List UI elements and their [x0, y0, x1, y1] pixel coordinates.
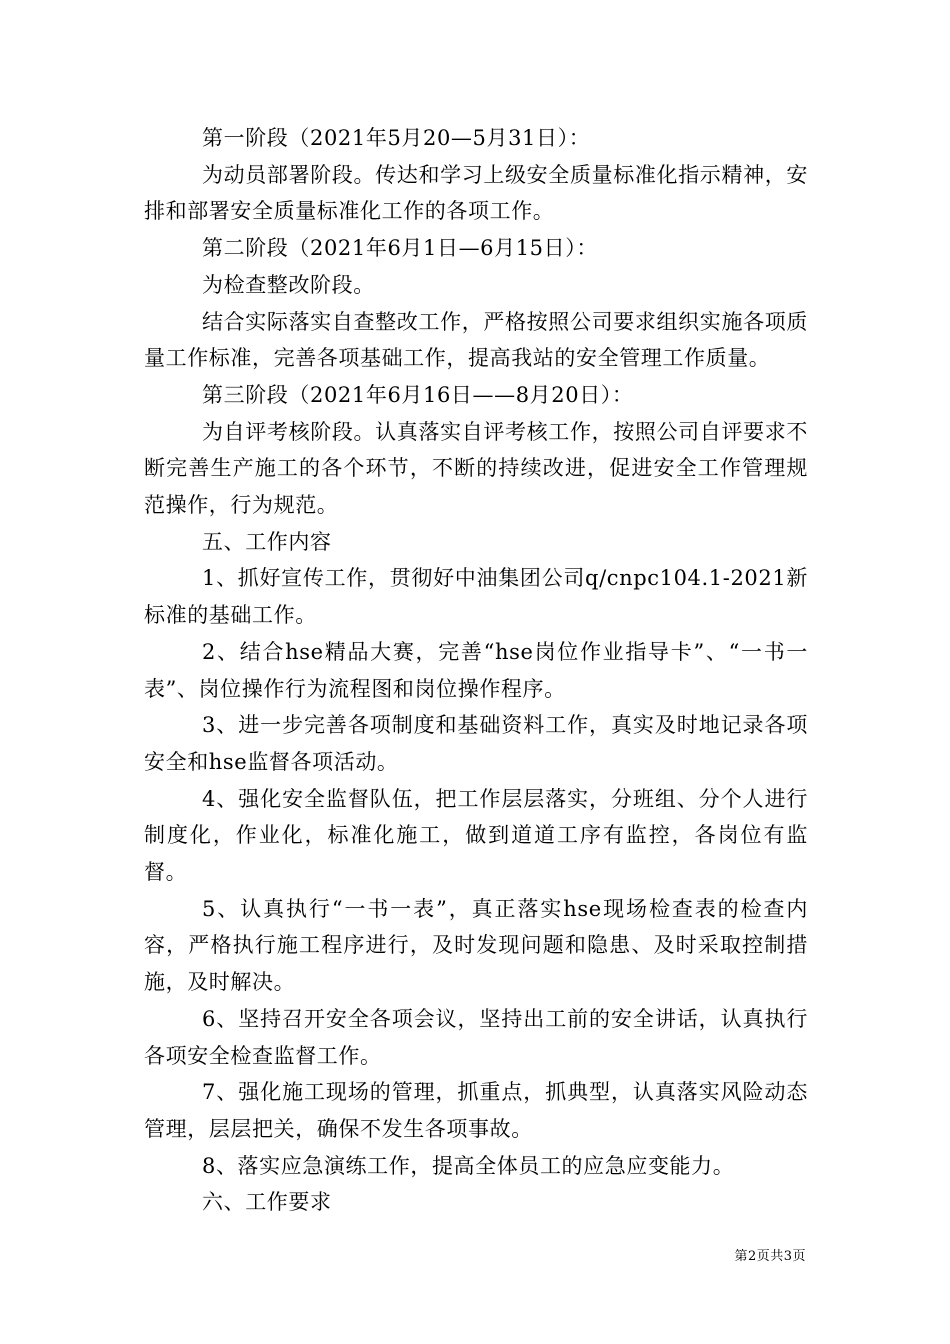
- phase-two-description: 为检查整改阶段。: [202, 272, 375, 297]
- work-item-5: 5、认真执行“一书一表”，真正落实hse现场检查表的检查内容，严格执行施工程序进行，及时发现问题和隐患、及时采取控制措施，及时解决。: [144, 896, 808, 995]
- work-item-2: 2、结合hse精品大赛，完善“hse岗位作业指导卡”、“一书一表”、岗位操作行为流程图和岗位操作程序。: [144, 639, 808, 701]
- section-five-heading: 五、工作内容: [202, 529, 332, 554]
- work-item-4: 4、强化安全监督队伍，把工作层层落实，分班组、分个人进行制度化，作业化，标准化施工，做到道道工序有监控，各岗位有监督。: [144, 786, 808, 885]
- phase-three-description: 为自评考核阶段。认真落实自评考核工作，按照公司自评要求不断完善生产施工的各个环节，不断的持续改进，促进安全工作管理规范操作，行为规范。: [144, 419, 808, 518]
- phase-two-detail: 结合实际落实自查整改工作，严格按照公司要求组织实施各项质量工作标准，完善各项基础工作，提高我站的安全管理工作质量。: [144, 309, 808, 371]
- page-number-footer: 第2页共3页: [734, 1249, 806, 1264]
- phase-one-heading: 第一阶段（2021年5月20—5月31日）：: [202, 126, 591, 150]
- work-item-8: 8、落实应急演练工作，提高全体员工的应急应变能力。: [202, 1153, 735, 1178]
- work-item-7: 7、强化施工现场的管理，抓重点，抓典型，认真落实风险动态管理，层层把关，确保不发生各项事故。: [144, 1080, 808, 1141]
- document-body: [144, 120, 808, 1221]
- work-item-3: 3、进一步完善各项制度和基础资料工作，真实及时地记录各项安全和hse监督各项活动。: [144, 713, 808, 774]
- phase-two-heading: 第二阶段（2021年6月1日—6月15日）：: [202, 236, 598, 261]
- phase-three-heading: 第三阶段（2021年6月16日——8月20日）：: [202, 382, 634, 407]
- section-six-heading: 六、工作要求: [202, 1190, 332, 1215]
- work-item-6: 6、坚持召开安全各项会议，坚持出工前的安全讲话，认真执行各项安全检查监督工作。: [144, 1006, 808, 1068]
- phase-one-description: 为动员部署阶段。传达和学习上级安全质量标准化指示精神，安排和部署安全质量标准化工作的各项工作。: [144, 162, 808, 224]
- work-item-1: 1、抓好宣传工作，贯彻好中油集团公司q/cnpc104.1-2021新标准的基础工作。: [144, 566, 808, 628]
